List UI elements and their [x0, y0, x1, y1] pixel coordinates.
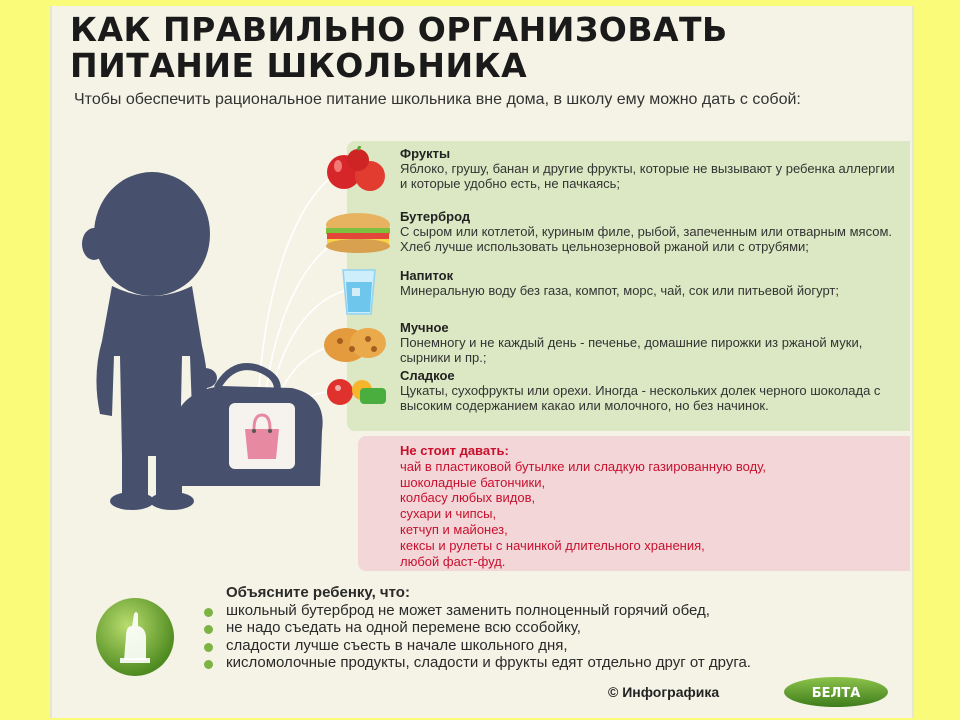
item-text: Цукаты, сухофрукты или орехи. Иногда - нескольких долек черного шоколада с высоким содержанием какао или молочного, но без начинок. — [400, 383, 881, 413]
list-item-sandwich — [400, 209, 900, 254]
apple-icon — [322, 146, 392, 194]
avoid-line: сухари и чипсы, — [400, 506, 497, 522]
item-text: Яблоко, грушу, банан и другие фрукты, которые не вызывают у ребенка аллергии и которые удобно есть, не пачкаясь; — [400, 161, 895, 191]
bullet-icon — [204, 660, 213, 669]
explain-heading: Объясните ребенку, что: — [226, 584, 410, 601]
item-heading: Напиток — [400, 268, 454, 283]
list-item-drink — [400, 268, 900, 298]
explain-point: кисломолочные продукты, сладости и фрукты едят отдельно друг от друга. — [226, 654, 751, 671]
belta-logo — [782, 676, 890, 708]
bullet-icon — [204, 643, 213, 652]
avoid-heading: Не стоит давать: — [400, 443, 509, 458]
cookie-icon — [322, 321, 388, 365]
item-text: Минеральную воду без газа, компот, морс, чай, сок или питьевой йогурт; — [400, 283, 839, 298]
item-text: Понемногу и не каждый день - печенье, домашние пирожки из ржаной муки, сырники и пр.; — [400, 335, 863, 365]
list-item — [226, 602, 906, 620]
item-heading: Фрукты — [400, 146, 451, 161]
avoid-line: колбасу любых видов, — [400, 490, 536, 506]
item-text: С сыром или котлетой, куриным филе, рыбой, запеченным или отварным мясом. Хлеб лучше использовать цельнозерновой ржаной или с отрубями; — [400, 224, 893, 254]
title-line-1: КАК ПРАВИЛЬНО ОРГАНИЗОВАТЬ — [70, 10, 728, 49]
item-heading: Бутерброд — [400, 209, 471, 224]
explain-point: школьный бутерброд не может заменить полноценный горячий обед, — [226, 601, 710, 619]
avoid-line: кексы и рулеты с начинкой длительного хранения, — [400, 537, 705, 553]
list-item — [226, 637, 906, 655]
bag-icon — [227, 401, 297, 471]
avoid-line: чай в пластиковой бутылке или сладкую газированную воду, — [400, 458, 766, 474]
glass-icon — [339, 268, 379, 316]
explain-section — [226, 584, 906, 672]
item-heading: Сладкое — [400, 368, 455, 383]
avoid-line: любой фаст-фуд. — [400, 553, 506, 569]
credit-text: © Инфографика — [608, 684, 720, 700]
list-item — [226, 654, 906, 672]
title-line-2: ПИТАНИЕ ШКОЛЬНИКА — [70, 46, 528, 85]
avoid-list — [400, 443, 900, 569]
bullet-icon — [204, 625, 213, 634]
explain-list — [226, 602, 906, 672]
avoid-line: шоколадные батончики, — [400, 474, 546, 490]
infographic-poster — [50, 6, 914, 718]
sandwich-icon — [322, 211, 394, 255]
emblem-icon — [94, 596, 176, 678]
bullet-icon — [204, 608, 213, 617]
list-item-pastry — [400, 320, 900, 365]
list-item — [226, 619, 906, 637]
avoid-line: кетчуп и майонез, — [400, 521, 508, 537]
candy-icon — [324, 372, 390, 410]
list-item-sweets — [400, 368, 900, 413]
explain-point: не надо съедать на одной перемене всю ссобойку, — [226, 619, 581, 636]
list-item-fruits — [400, 146, 900, 191]
intro-text: Чтобы обеспечить рациональное питание школьника вне дома, в школу ему можно дать с собой: — [74, 91, 801, 108]
logo-text: БЕЛТА — [811, 686, 861, 701]
explain-point: сладости лучше съесть в начале школьного дня, — [226, 636, 568, 654]
child-silhouette — [52, 156, 352, 526]
item-heading: Мучное — [400, 320, 449, 335]
